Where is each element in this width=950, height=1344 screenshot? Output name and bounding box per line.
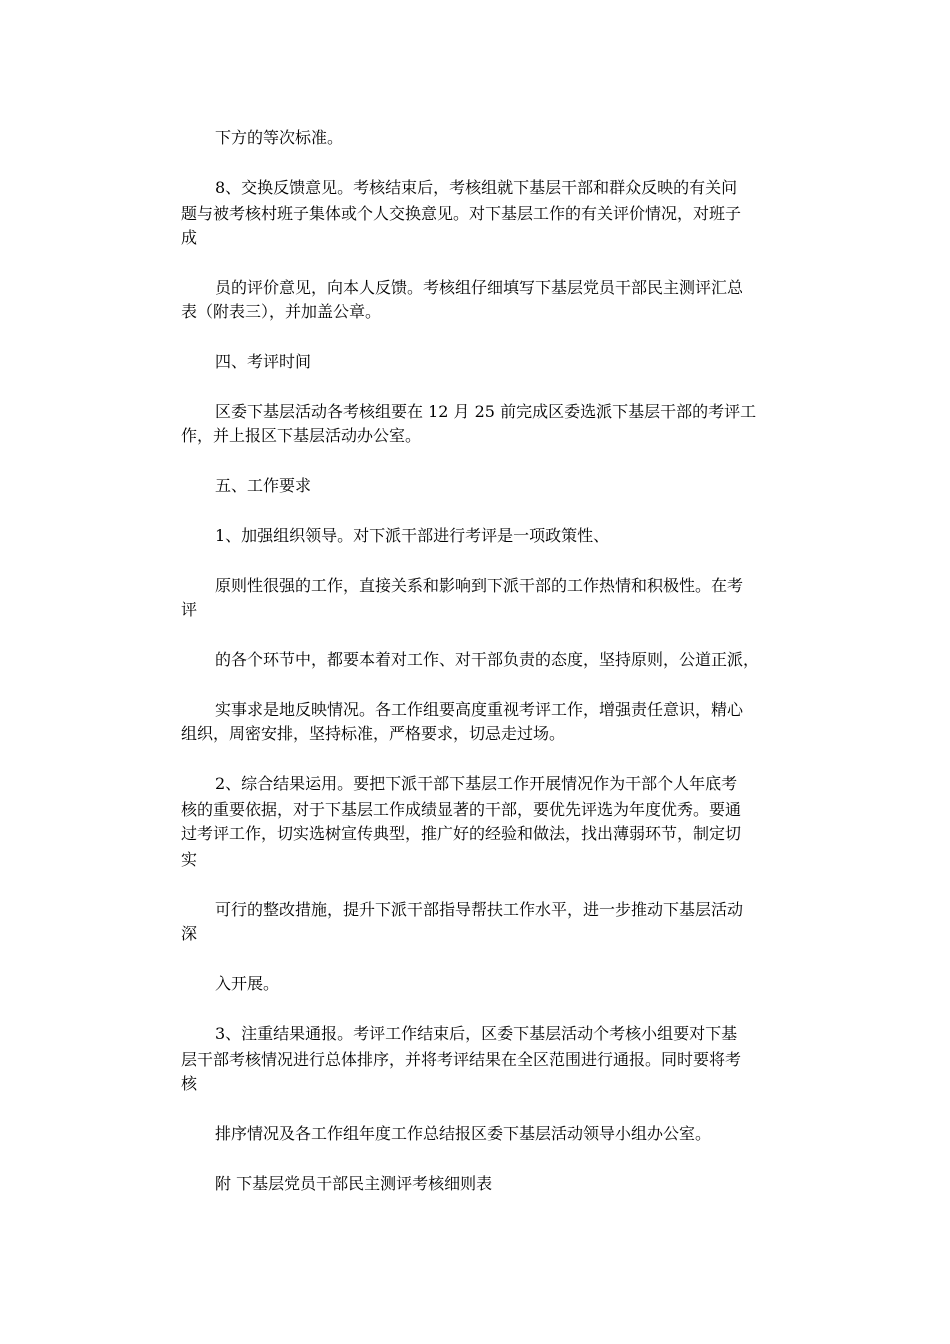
text-line: 入开展。 bbox=[215, 974, 280, 993]
text-line: 评 bbox=[181, 600, 198, 619]
text-line: 表（附表三），并加盖公章。 bbox=[181, 302, 382, 321]
section-heading: 五、工作要求 bbox=[215, 476, 312, 495]
appendix-line: 附 下基层党员干部民主测评考核细则表 bbox=[215, 1174, 493, 1193]
text-line: 的各个环节中，都要本着对工作、对干部负责的态度，坚持原则，公道正派， bbox=[215, 650, 760, 669]
section-heading: 四、考评时间 bbox=[215, 352, 312, 371]
text-line: 3、注重结果通报。考评工作结束后，区委下基层活动个考核小组要对下基 bbox=[215, 1024, 738, 1043]
text-line: 排序情况及各工作组年度工作总结报区委下基层活动领导小组办公室。 bbox=[215, 1124, 712, 1143]
text-line: 2、综合结果运用。要把下派干部下基层工作开展情况作为干部个人年底考 bbox=[215, 774, 738, 793]
text-line: 8、交换反馈意见。考核结束后，考核组就下基层干部和群众反映的有关问 bbox=[215, 178, 738, 197]
text-line: 题与被考核村班子集体或个人交换意见。对下基层工作的有关评价情况，对班子 bbox=[181, 204, 742, 223]
text-line: 核的重要依据，对于下基层工作成绩显著的干部，要优先评选为年度优秀。要通 bbox=[181, 800, 742, 819]
text-line: 成 bbox=[181, 228, 198, 247]
text-line: 下方的等次标准。 bbox=[215, 128, 344, 147]
text-line: 可行的整改措施，提升下派干部指导帮扶工作水平，进一步推动下基层活动 bbox=[215, 900, 744, 919]
text-line: 层干部考核情况进行总体排序，并将考评结果在全区范围进行通报。同时要将考 bbox=[181, 1050, 742, 1069]
text-line: 核 bbox=[181, 1074, 198, 1093]
text-line: 原则性很强的工作，直接关系和影响到下派干部的工作热情和积极性。在考 bbox=[215, 576, 744, 595]
text-line: 实 bbox=[181, 850, 198, 869]
text-line: 组织，周密安排，坚持标准，严格要求，切忌走过场。 bbox=[181, 724, 566, 743]
text-line: 作，并上报区下基层活动办公室。 bbox=[181, 426, 422, 445]
text-line: 深 bbox=[181, 924, 198, 943]
text-line: 1、加强组织领导。对下派干部进行考评是一项政策性、 bbox=[215, 526, 610, 545]
text-line: 实事求是地反映情况。各工作组要高度重视考评工作，增强责任意识，精心 bbox=[215, 700, 744, 719]
text-line: 员的评价意见，向本人反馈。考核组仔细填写下基层党员干部民主测评汇总 bbox=[215, 278, 744, 297]
text-line: 区委下基层活动各考核组要在 12 月 25 前完成区委选派下基层干部的考评工 bbox=[215, 402, 757, 421]
text-line: 过考评工作，切实选树宣传典型，推广好的经验和做法，找出薄弱环节，制定切 bbox=[181, 824, 742, 843]
